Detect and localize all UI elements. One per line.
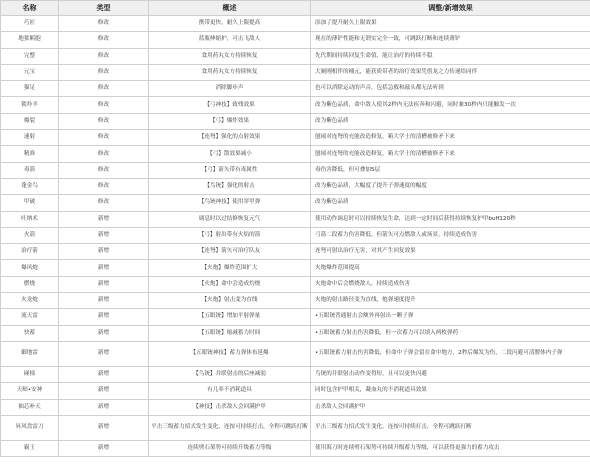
cell-effect: 大厕刚相伴的桶元，能获质带者的治疗效果凭借龙之力传递给同伴 [311, 64, 590, 80]
cell-effect: 现在的薄铲性能和无谓实完全一致，可跳跃打断和连续薄铲 [311, 32, 590, 48]
table-row [1, 399, 590, 415]
table-row [1, 244, 590, 260]
cell-type: 新增 [59, 341, 149, 366]
cell-name: 巧匠 [1, 16, 59, 32]
cell-type: 新增 [59, 440, 149, 456]
cell-effect: 添加了提升耐久上限效果 [311, 16, 590, 32]
cell-name: 抽芯补天 [1, 399, 59, 415]
cell-effect: •五眼铳蓄力射击伤害降低，但一次蓄力可以填入两枚弹药 [311, 325, 590, 341]
cell-type: 新增 [59, 399, 149, 415]
cell-effect: 先代期间持续回复生命值，能让治疗的持续不稳 [311, 48, 590, 64]
table-row [1, 97, 590, 113]
table-row [1, 48, 590, 64]
cell-name: 霸王 [1, 440, 59, 456]
cell-type: 新增 [59, 244, 149, 260]
cell-type: 修改 [59, 32, 149, 48]
header-effect: 调整/新增效果 [311, 1, 590, 16]
cell-type: 新增 [59, 276, 149, 292]
table-row [1, 260, 590, 276]
cell-effect: 毒伤害降低，但可叠加5层 [311, 162, 590, 178]
cell-desc: 【五眼铳】增加平射弹量 [149, 309, 311, 325]
cell-name: 快蓄 [1, 325, 59, 341]
cell-name: 爆风炮 [1, 260, 59, 276]
cell-desc: 【弓】射出带有火焰的箭 [149, 227, 311, 243]
cell-name: 燃烧 [1, 276, 59, 292]
cell-name: 昇风盘雷刀 [1, 415, 59, 440]
table-row [1, 293, 590, 309]
table-row [1, 366, 590, 382]
cell-type: 新增 [59, 293, 149, 309]
cell-name: 流天雷 [1, 309, 59, 325]
cell-name: 御地雷 [1, 341, 59, 366]
cell-name: 精准 [1, 146, 59, 162]
cell-type: 修改 [59, 130, 149, 146]
cell-name: 治疗箭 [1, 244, 59, 260]
cell-type: 修改 [59, 113, 149, 129]
cell-type: 修改 [59, 81, 149, 97]
cell-name: 毒箭 [1, 162, 59, 178]
cell-type: 修改 [59, 64, 149, 80]
cell-name: 甲破 [1, 195, 59, 211]
cell-name: 完整 [1, 48, 59, 64]
cell-desc: 【弓】箭矢带有毒属性 [149, 162, 311, 178]
table-row [1, 32, 590, 48]
cell-desc: 携带更快，耐久上限提高 [149, 16, 311, 32]
cell-desc: 消除脚步声 [149, 81, 311, 97]
cell-effect: 改为紫色品质，大幅度了提升子弹速度的幅度 [311, 178, 590, 194]
cell-effect: 弓箭二段蓄力伤害降低，但箭矢可点燃敌人或场景，持续造成伤害 [311, 227, 590, 243]
header-name: 名称 [1, 1, 59, 16]
cell-effect: 连弩可射出治疗无害，对其产生回复效果 [311, 244, 590, 260]
cell-type: 修改 [59, 146, 149, 162]
cell-effect: •五眼铳蓄力射击伤害降低，但命中子弹会留在命中地方，2秒后爆发为伤，二段闪避可清膛体内子弹 [311, 341, 590, 366]
table-row [1, 64, 590, 80]
cell-desc: 食用药丸女方持续恢复 [149, 48, 311, 64]
cell-name: 火龙炮 [1, 293, 59, 309]
table-row [1, 178, 590, 194]
cell-type: 修改 [59, 162, 149, 178]
cell-type: 新增 [59, 415, 149, 440]
cell-type: 修改 [59, 48, 149, 64]
cell-effect: 刨闹对连弩的充能改造修复，箱大学士的清槽被修矛下来 [311, 146, 590, 162]
cell-effect: 平击三级蓄力招式发生变化，连按可持续打击，全程可跳跃打断 [311, 415, 590, 440]
cell-name: 火箭 [1, 227, 59, 243]
cell-desc: 有几率不消耗道具 [149, 383, 311, 399]
cell-desc: 【弓】爆炸效果 [149, 113, 311, 129]
cell-type: 新增 [59, 325, 149, 341]
cell-effect: 火炮爆炸范围提高 [311, 260, 590, 276]
cell-effect: 也可以消除运动的声音，包括急救和敲头都无法听到 [311, 81, 590, 97]
cell-desc: 【连弩】箭矢可治疗队友 [149, 244, 311, 260]
cell-effect: 刨闹对连弩的充能改造修复，箱大学士的清槽被修矛下来 [311, 130, 590, 146]
cell-effect: 同时包含护甲相关，凝血丸的不消耗道具效果 [311, 383, 590, 399]
cell-name: 速射 [1, 130, 59, 146]
table-row [1, 113, 590, 129]
cell-effect: 改为紫色品质，命中敌人使其2秒内无法疾奔和闪避，同时兼30秒内只能触发一次 [311, 97, 590, 113]
cell-effect: 鸟铳的并联射击动作变得短，且可以更快闪避 [311, 366, 590, 382]
cell-name: 锁羚羊 [1, 97, 59, 113]
cell-desc: 【神技】击杀敌人会回满护甲 [149, 399, 311, 415]
cell-effect: 火炮命中后会燃烧敌人，持续造成伤害 [311, 276, 590, 292]
cell-name: 爆裂 [1, 113, 59, 129]
cell-type: 新增 [59, 260, 149, 276]
cell-name: 猫足 [1, 81, 59, 97]
table-row [1, 341, 590, 366]
table-row [1, 195, 590, 211]
cell-desc: 【五眼铳神技】蓄力弹体布延爆 [149, 341, 311, 366]
cell-desc: 调息时以过结修恢复元气 [149, 211, 311, 227]
cell-desc: 蓝瓶伸缩护，可击飞敌人 [149, 32, 311, 48]
table-row [1, 383, 590, 399]
cell-effect: 改为紫色品质 [311, 195, 590, 211]
cell-desc: 【弓】散效果减小 [149, 146, 311, 162]
cell-type: 修改 [59, 97, 149, 113]
table-row [1, 227, 590, 243]
cell-desc: 【火炮】射击变为直线 [149, 293, 311, 309]
cell-type: 新增 [59, 211, 149, 227]
table-row [1, 81, 590, 97]
table-row [1, 325, 590, 341]
cell-desc: 【五眼铳】缩减蓄力时间 [149, 325, 311, 341]
cell-type: 新增 [59, 309, 149, 325]
cell-name: 天师•安神 [1, 383, 59, 399]
cell-effect: 火炮的射击路径变为直线，炮弹速度提升 [311, 293, 590, 309]
table-row [1, 130, 590, 146]
table-row [1, 146, 590, 162]
cell-type: 新增 [59, 227, 149, 243]
cell-desc: 连续劈石架势可持续升级蓄力等级 [149, 440, 311, 456]
cell-desc: 平击三级蓄力招式发生变化，连按可持续打击，全程可跳跃打断 [149, 415, 311, 440]
cell-effect: 使用海刀时连续劈石架势可持续升级蓄力等级，可以获得更强力的蓄力攻击 [311, 440, 590, 456]
cell-effect: •五眼铳普通射击会额外再射出一颗子弹 [311, 309, 590, 325]
cell-desc: 【火炮】爆炸范围扩大 [149, 260, 311, 276]
cell-desc: 【连弩】强化的点射效果 [149, 130, 311, 146]
cell-name: 吐纳术 [1, 211, 59, 227]
cell-effect: 击杀敌人会回满护甲 [311, 399, 590, 415]
cell-type: 新增 [59, 366, 149, 382]
cell-type: 新增 [59, 383, 149, 399]
cell-effect: 使用动作调息时可以持续恢复生命，达到一定时间后获得持续恢复护甲buff120秒 [311, 211, 590, 227]
table-header-row [1, 1, 590, 16]
header-type: 类型 [59, 1, 149, 16]
header-desc: 概述 [149, 1, 311, 16]
cell-type: 修改 [59, 16, 149, 32]
cell-type: 修改 [59, 195, 149, 211]
table-row [1, 276, 590, 292]
table-row [1, 162, 590, 178]
table-row [1, 16, 590, 32]
cell-name: 地狱羁胞 [1, 32, 59, 48]
cell-name: 蓬金鸟 [1, 178, 59, 194]
table-row [1, 440, 590, 456]
table-row [1, 211, 590, 227]
cell-desc: 【火炮】命中会造成灼烧 [149, 276, 311, 292]
cell-desc: 【鸟铳】并联射击的后座减弱 [149, 366, 311, 382]
cell-effect: 改为紫色品质 [311, 113, 590, 129]
cell-desc: 【鸟铳神技】使用穿甲弹 [149, 195, 311, 211]
table-body [1, 16, 590, 457]
cell-desc: 【弓神技】致残效果 [149, 97, 311, 113]
cell-desc: 【鸟铳】强化的射击 [149, 178, 311, 194]
cell-name: 碰撞 [1, 366, 59, 382]
cell-desc: 食用药丸女方持续恢复 [149, 64, 311, 80]
cell-name: 元宝 [1, 64, 59, 80]
table-row [1, 309, 590, 325]
table-row [1, 415, 590, 440]
cell-type: 修改 [59, 178, 149, 194]
